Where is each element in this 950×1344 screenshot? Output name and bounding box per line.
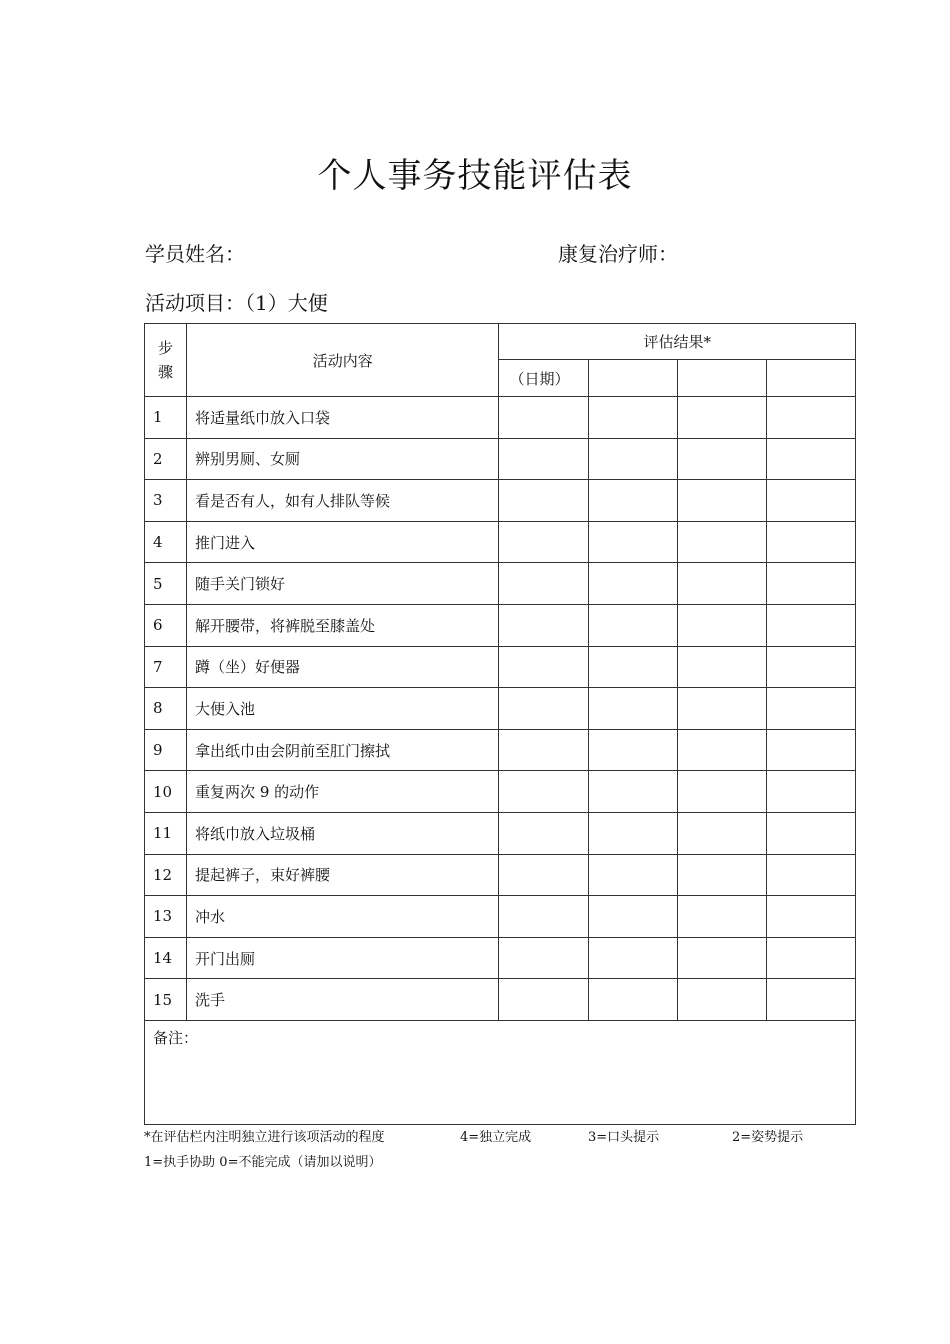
evaluation-cell-3[interactable] (677, 979, 766, 1021)
footnote-instruction: *在评估栏内注明独立进行该项活动的程度 (144, 1130, 385, 1145)
date-cell-4[interactable] (766, 360, 855, 397)
evaluation-cell-3[interactable] (677, 521, 766, 563)
evaluation-cell-2[interactable] (588, 937, 677, 979)
evaluation-cell-1[interactable] (499, 521, 588, 563)
footnote-level-3: 3=口头提示 (588, 1130, 660, 1145)
step-description: 蹲（坐）好便器 (187, 646, 499, 688)
table-header-row (145, 324, 856, 360)
evaluation-cell-1[interactable] (499, 397, 588, 439)
evaluation-cell-4[interactable] (766, 688, 855, 730)
step-description: 随手关门锁好 (187, 563, 499, 605)
table-row (145, 937, 856, 979)
evaluation-cell-1[interactable] (499, 480, 588, 522)
evaluation-cell-1[interactable] (499, 604, 588, 646)
evaluation-cell-1[interactable] (499, 771, 588, 813)
step-number: 7 (145, 646, 187, 688)
evaluation-cell-3[interactable] (677, 896, 766, 938)
evaluation-column-header: 评估结果* (499, 324, 856, 360)
step-number: 8 (145, 688, 187, 730)
evaluation-cell-4[interactable] (766, 979, 855, 1021)
step-number: 9 (145, 729, 187, 771)
activity-item-label: 活动项目：（1）大便 (145, 291, 328, 315)
evaluation-cell-1[interactable] (499, 438, 588, 480)
evaluation-cell-2[interactable] (588, 896, 677, 938)
date-cell-1[interactable]: （日期） (499, 360, 588, 397)
evaluation-cell-4[interactable] (766, 854, 855, 896)
evaluation-cell-2[interactable] (588, 521, 677, 563)
step-number: 5 (145, 563, 187, 605)
table-row (145, 979, 856, 1021)
table-row (145, 854, 856, 896)
evaluation-cell-4[interactable] (766, 812, 855, 854)
remarks-cell[interactable]: 备注： (145, 1020, 856, 1124)
table-row (145, 397, 856, 439)
evaluation-cell-2[interactable] (588, 854, 677, 896)
evaluation-cell-3[interactable] (677, 771, 766, 813)
evaluation-cell-2[interactable] (588, 688, 677, 730)
table-row (145, 896, 856, 938)
step-header-char-1: 步 (158, 339, 174, 357)
step-description: 看是否有人，如有人排队等候 (187, 480, 499, 522)
evaluation-cell-4[interactable] (766, 646, 855, 688)
evaluation-cell-4[interactable] (766, 896, 855, 938)
evaluation-cell-3[interactable] (677, 812, 766, 854)
evaluation-cell-2[interactable] (588, 480, 677, 522)
step-description: 开门出厕 (187, 937, 499, 979)
evaluation-cell-4[interactable] (766, 729, 855, 771)
evaluation-cell-1[interactable] (499, 854, 588, 896)
therapist-label: 康复治疗师： (558, 242, 678, 266)
evaluation-cell-1[interactable] (499, 688, 588, 730)
evaluation-cell-4[interactable] (766, 604, 855, 646)
evaluation-cell-3[interactable] (677, 397, 766, 439)
date-cell-3[interactable] (677, 360, 766, 397)
step-description: 冲水 (187, 896, 499, 938)
evaluation-cell-1[interactable] (499, 729, 588, 771)
step-description: 解开腰带，将裤脱至膝盖处 (187, 604, 499, 646)
evaluation-cell-4[interactable] (766, 937, 855, 979)
evaluation-cell-2[interactable] (588, 438, 677, 480)
step-description: 提起裤子，束好裤腰 (187, 854, 499, 896)
step-number: 15 (145, 979, 187, 1021)
footnote-level-4: 4=独立完成 (460, 1130, 532, 1145)
table-row (145, 563, 856, 605)
step-number: 14 (145, 937, 187, 979)
evaluation-cell-1[interactable] (499, 812, 588, 854)
evaluation-cell-1[interactable] (499, 937, 588, 979)
step-description: 推门进入 (187, 521, 499, 563)
evaluation-cell-3[interactable] (677, 563, 766, 605)
evaluation-cell-2[interactable] (588, 646, 677, 688)
footnote-levels-1-0: 1=执手协助 0=不能完成（请加以说明） (144, 1155, 382, 1170)
step-number: 1 (145, 397, 187, 439)
step-number: 3 (145, 480, 187, 522)
evaluation-cell-4[interactable] (766, 480, 855, 522)
evaluation-cell-1[interactable] (499, 979, 588, 1021)
footnote-level-2: 2=姿势提示 (732, 1130, 804, 1145)
step-description: 拿出纸巾由会阴前至肛门擦拭 (187, 729, 499, 771)
step-description: 将适量纸巾放入口袋 (187, 397, 499, 439)
table-row (145, 771, 856, 813)
evaluation-cell-1[interactable] (499, 896, 588, 938)
evaluation-cell-4[interactable] (766, 438, 855, 480)
evaluation-cell-2[interactable] (588, 979, 677, 1021)
table-row (145, 646, 856, 688)
evaluation-cell-4[interactable] (766, 397, 855, 439)
evaluation-cell-2[interactable] (588, 604, 677, 646)
step-description: 辨别男厕、女厕 (187, 438, 499, 480)
evaluation-cell-4[interactable] (766, 563, 855, 605)
step-rows (145, 397, 856, 1021)
table-row (145, 729, 856, 771)
evaluation-cell-2[interactable] (588, 397, 677, 439)
step-number: 6 (145, 604, 187, 646)
evaluation-cell-2[interactable] (588, 563, 677, 605)
table-row (145, 438, 856, 480)
student-name-label: 学员姓名： (145, 242, 245, 266)
evaluation-cell-3[interactable] (677, 604, 766, 646)
remarks-row (145, 1020, 856, 1124)
table-row (145, 688, 856, 730)
step-number: 12 (145, 854, 187, 896)
evaluation-cell-4[interactable] (766, 771, 855, 813)
step-column-header (145, 324, 187, 397)
step-description: 大便入池 (187, 688, 499, 730)
evaluation-cell-3[interactable] (677, 438, 766, 480)
step-number: 11 (145, 812, 187, 854)
evaluation-cell-3[interactable] (677, 480, 766, 522)
date-cell-2[interactable] (588, 360, 677, 397)
evaluation-cell-3[interactable] (677, 646, 766, 688)
activity-column-header: 活动内容 (187, 324, 499, 397)
step-description: 将纸巾放入垃圾桶 (187, 812, 499, 854)
step-description: 洗手 (187, 979, 499, 1021)
table-row (145, 480, 856, 522)
evaluation-cell-2[interactable] (588, 729, 677, 771)
assessment-table (144, 323, 856, 1125)
page-title: 个人事务技能评估表 (317, 156, 633, 196)
evaluation-cell-3[interactable] (677, 688, 766, 730)
step-header-char-2: 骤 (158, 363, 174, 381)
evaluation-cell-2[interactable] (588, 771, 677, 813)
step-number: 2 (145, 438, 187, 480)
evaluation-cell-3[interactable] (677, 937, 766, 979)
table-row (145, 521, 856, 563)
table-row (145, 604, 856, 646)
step-description: 重复两次 9 的动作 (187, 771, 499, 813)
evaluation-cell-1[interactable] (499, 646, 588, 688)
table-row (145, 812, 856, 854)
evaluation-cell-3[interactable] (677, 854, 766, 896)
step-number: 4 (145, 521, 187, 563)
evaluation-cell-4[interactable] (766, 521, 855, 563)
step-number: 13 (145, 896, 187, 938)
evaluation-cell-2[interactable] (588, 812, 677, 854)
evaluation-cell-3[interactable] (677, 729, 766, 771)
evaluation-cell-1[interactable] (499, 563, 588, 605)
step-number: 10 (145, 771, 187, 813)
